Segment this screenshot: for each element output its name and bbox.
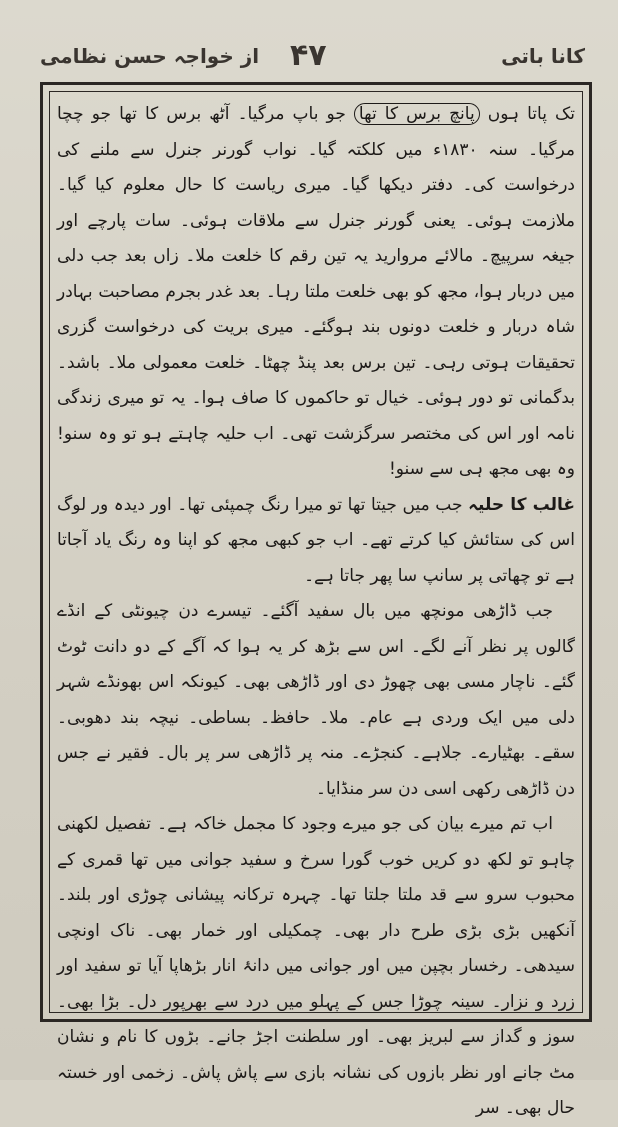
para3-text: جب ڈاڑھی مونچھ میں بال سفید آگئے۔ تیسرے دن چیونٹی کے انڈے گالوں پر نظر آنے لگے۔ اس سے بڑھ کر یہ ہوا کہ آگے کے دو دانت ٹوٹ گئے۔ ناچار مسی بھی چھوڑ دی اور ڈاڑھی بھی۔ کیونکہ اس بھونڈے شہر دلی میں ایک وردی ہے عام۔ ملا۔ حافظ۔ بساطی۔ نیچہ بند دھوبی۔ سقے۔ بھٹیارے۔ جلاہے۔ کنجڑے۔ منہ پر ڈاڑھی سر پر بال۔ فقیر نے جس دن ڈاڑھی رکھی اسی دن سر منڈایا۔ bbox=[57, 601, 575, 799]
para2-text: جب میں جیتا تھا تو میرا رنگ چمپئی تھا۔ اور دیدہ ور لوگ اس کی ستائش کیا کرتے تھے۔ اب جو کبھی مجھ کو اپنا وہ رنگ یاد آجاتا ہے تو چھاتی پر سانپ سا پھر جاتا ہے۔ bbox=[57, 494, 575, 586]
paragraph-description bbox=[57, 807, 575, 1127]
paragraph-biography bbox=[57, 97, 575, 488]
page-number: ۴۷ bbox=[290, 38, 327, 73]
para4-text: اب تم میرے بیان کی جو میرے وجود کا مجمل خاکہ ہے۔ تفصیل لکھنی چاہو تو لکھ دو کریں خوب گورا سرخ و سفید جوانی میں تھا قمری کے محبوب سرو سے قد ملتا جلتا تھا۔ چہرہ ترکانہ پیشانی چوڑی اور بلند۔ آنکھیں بڑی بڑی طرح دار بھی۔ چمکیلی اور خمار بھی۔ ناک اونچی سیدھی۔ رخسار بچپن میں اور جوانی میں دانۂ انار بڑھاپا آیا تو سفید اور زرد و نزار۔ سینہ چوڑا جس کے پہلو میں درد سے بھرپور دل۔ بڑا بھی۔ سوز و گداز سے لبریز بھی۔ اور سلطنت اجڑ جانے۔ بڑوں کا نام و نشان مٹ جانے اور نظر بازوں کی نشانہ بازی سے پاش پاش۔ زخمی اور خستہ حال بھی۔ سر bbox=[57, 814, 575, 1118]
section-heading-ghalib-appearance: غالب کا حلیہ bbox=[468, 494, 576, 515]
para1-closing: وہ بھی مجھ ہی سے سنو! bbox=[388, 459, 575, 479]
para1-text: جو باپ مرگیا۔ آٹھ برس کا تھا جو چچا مرگیا۔ سنہ ۱۸۳۰ء میں کلکتہ گیا۔ نواب گورنر جنرل سے ملنے کی درخواست کی۔ دفتر دیکھا گیا۔ میری ریاست کا حال معلوم کیا گیا۔ ملازمت ہوئی۔ یعنی گورنر جنرل سے ملاقات ہوئی۔ سات پارچے اور جیغہ سرپیچ۔ مالائے مروارید یہ تین رقم کا خلعت ملا۔ زاں بعد جب دلی میں دربار ہوا، مجھ کو بھی خلعت ملتا رہا۔ بعد غدر بجرم مصاحبت بہادر شاہ دربار و خلعت دونوں بند ہوگئے۔ میری بریت کی درخواست گزری تحقیقات ہوتی رہی۔ تین برس بعد پنڈ چھٹا۔ خلعت معمولی ملا۔ باشد۔ بدگمانی تو دور ہوئی۔ خیال تو حاکموں کا صاف ہوا۔ یہ تو میری زندگی نامہ اور اس کی مختصر سرگزشت تھی۔ اب حلیہ چاہتے ہو تو وہ سنو! bbox=[57, 104, 575, 444]
para1-opening: تک پاتا ہوں bbox=[487, 104, 575, 124]
page-border bbox=[40, 82, 592, 1118]
running-title: کانا باتی bbox=[501, 44, 585, 68]
circled-phrase: پانچ برس کا تھا bbox=[354, 103, 480, 125]
author-name: از خواجہ حسن نظامی bbox=[40, 44, 260, 68]
running-header bbox=[40, 40, 585, 80]
paragraph-beard bbox=[57, 594, 575, 807]
body-text bbox=[57, 97, 576, 1118]
paragraph-appearance bbox=[57, 488, 575, 595]
